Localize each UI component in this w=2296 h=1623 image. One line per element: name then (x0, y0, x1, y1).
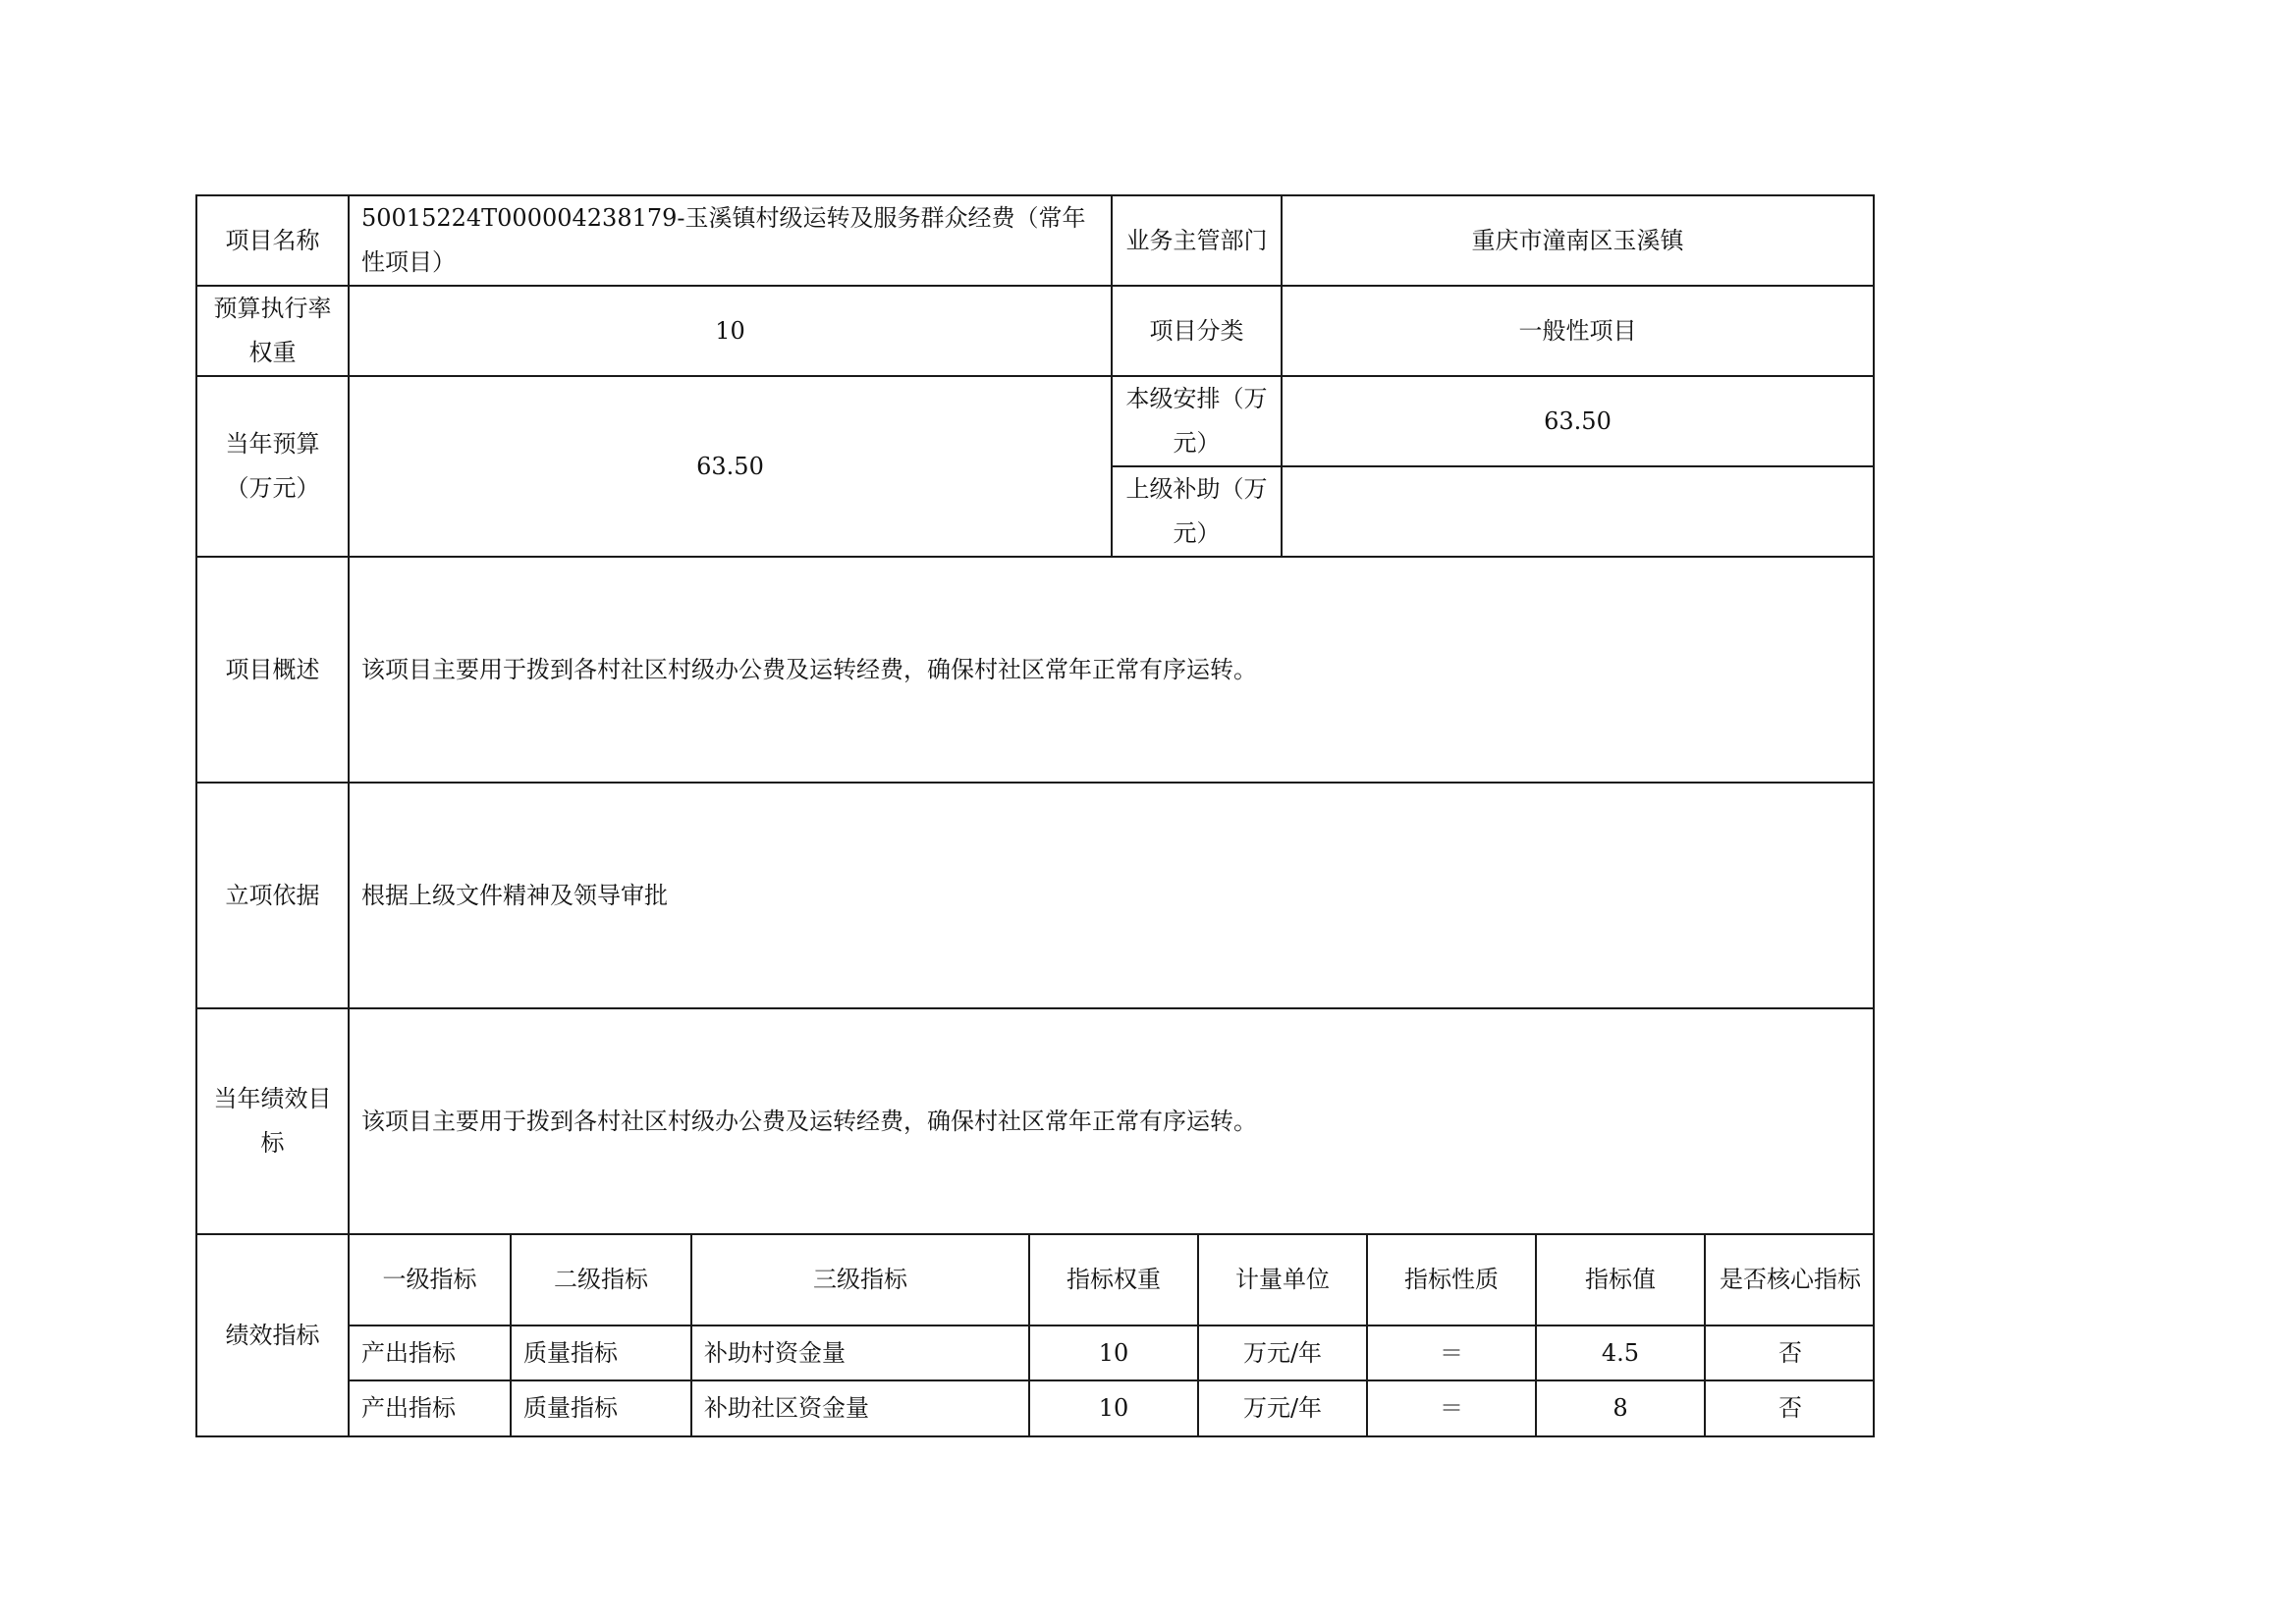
basis-value: 根据上级文件精神及领导审批 (349, 783, 1874, 1008)
header-weight: 指标权重 (1029, 1235, 1198, 1325)
row-level3: 补助村资金量 (691, 1325, 1029, 1380)
row-nature: ＝ (1367, 1325, 1536, 1380)
table-row (350, 1380, 1875, 1435)
row-level3: 补助社区资金量 (691, 1380, 1029, 1435)
performance-form (195, 194, 1873, 1437)
row-level1: 产出指标 (350, 1325, 511, 1380)
row-level2: 质量指标 (511, 1325, 691, 1380)
row-weight: 10 (1029, 1325, 1198, 1380)
header-unit: 计量单位 (1198, 1235, 1367, 1325)
header-level2: 二级指标 (511, 1235, 691, 1325)
dept-label: 业务主管部门 (1112, 195, 1282, 286)
row-unit: 万元/年 (1198, 1380, 1367, 1435)
metrics-header-row (350, 1235, 1875, 1325)
goal-value: 该项目主要用于拨到各村社区村级办公费及运转经费，确保村社区常年正常有序运转。 (349, 1008, 1874, 1234)
header-nature: 指标性质 (1367, 1235, 1536, 1325)
project-name-value: 50015224T000004238179-玉溪镇村级运转及服务群众经费（常年性项目） (349, 195, 1112, 286)
row-unit: 万元/年 (1198, 1325, 1367, 1380)
budget-value: 63.50 (349, 376, 1112, 557)
row-core: 否 (1705, 1325, 1875, 1380)
category-value: 一般性项目 (1282, 286, 1874, 376)
header-level3: 三级指标 (691, 1235, 1029, 1325)
header-level1: 一级指标 (350, 1235, 511, 1325)
row-value: 8 (1536, 1380, 1705, 1435)
goal-label: 当年绩效目标 (196, 1008, 349, 1234)
metrics-label: 绩效指标 (196, 1234, 349, 1436)
row-level1: 产出指标 (350, 1380, 511, 1435)
category-label: 项目分类 (1112, 286, 1282, 376)
table-row (350, 1325, 1875, 1380)
weight-label: 预算执行率权重 (196, 286, 349, 376)
metrics-table (350, 1235, 1875, 1435)
metrics-cell (349, 1234, 1874, 1436)
row-value: 4.5 (1536, 1325, 1705, 1380)
row-weight: 10 (1029, 1380, 1198, 1435)
row-level2: 质量指标 (511, 1380, 691, 1435)
upper-label: 上级补助（万元） (1112, 466, 1282, 557)
local-value: 63.50 (1282, 376, 1874, 466)
project-name-label: 项目名称 (196, 195, 349, 286)
header-core: 是否核心指标 (1705, 1235, 1875, 1325)
budget-label: 当年预算（万元） (196, 376, 349, 557)
summary-value: 该项目主要用于拨到各村社区村级办公费及运转经费，确保村社区常年正常有序运转。 (349, 557, 1874, 783)
weight-value: 10 (349, 286, 1112, 376)
project-info-table (195, 194, 1875, 1437)
row-nature: ＝ (1367, 1380, 1536, 1435)
summary-label: 项目概述 (196, 557, 349, 783)
upper-value (1282, 466, 1874, 557)
row-core: 否 (1705, 1380, 1875, 1435)
basis-label: 立项依据 (196, 783, 349, 1008)
header-value: 指标值 (1536, 1235, 1705, 1325)
local-label: 本级安排（万元） (1112, 376, 1282, 466)
dept-value: 重庆市潼南区玉溪镇 (1282, 195, 1874, 286)
